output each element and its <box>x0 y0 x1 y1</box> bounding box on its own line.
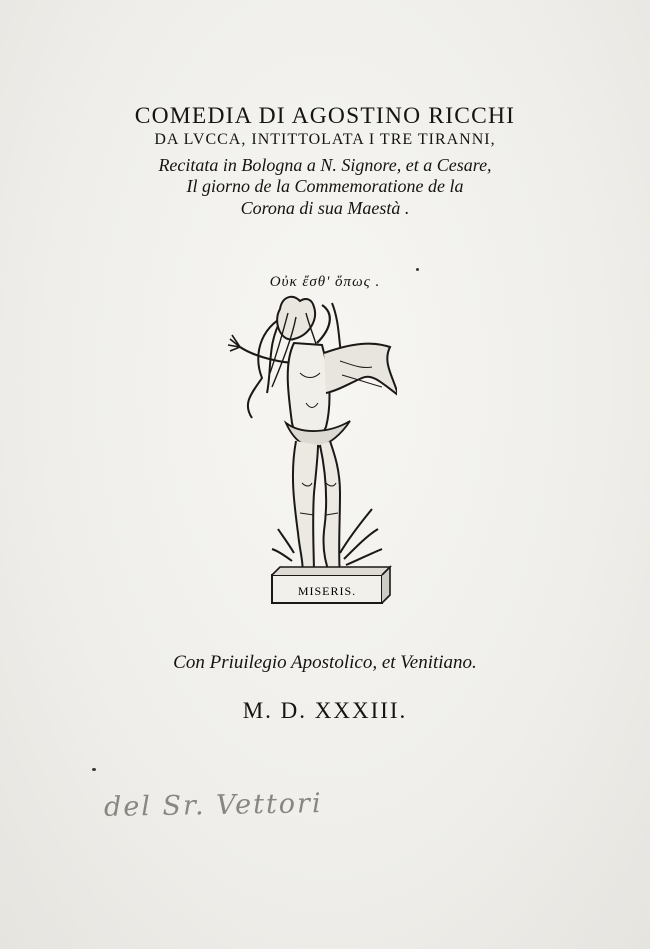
woodcut-figure <box>222 283 397 608</box>
title-line-5: Corona di sua Maestà . <box>240 198 410 218</box>
title-line-1: COMEDIA DI AGOSTINO RICCHI <box>134 103 516 129</box>
title-line-4: Il giorno de la Commemoratione de la <box>186 176 464 196</box>
title-line-3: Recitata in Bologna a N. Signore, et a Cesare, <box>158 155 492 175</box>
ink-fleck <box>416 268 419 271</box>
plinth-label: MISERIS. <box>297 584 357 598</box>
title-line-2: DA LVCCA, INTITTOLATA I TRE TIRANNI, <box>154 131 496 148</box>
publication-year: M. D. XXXIII. <box>242 698 408 723</box>
ink-fleck <box>92 768 96 771</box>
handwritten-ownership-note: del Sr. Vettori <box>103 788 323 823</box>
privilege-line: Con Priuilegio Apostolico, et Venitiano. <box>173 652 477 673</box>
greek-motto: Oὐκ ἔσθ' ὅπως . <box>269 274 381 290</box>
